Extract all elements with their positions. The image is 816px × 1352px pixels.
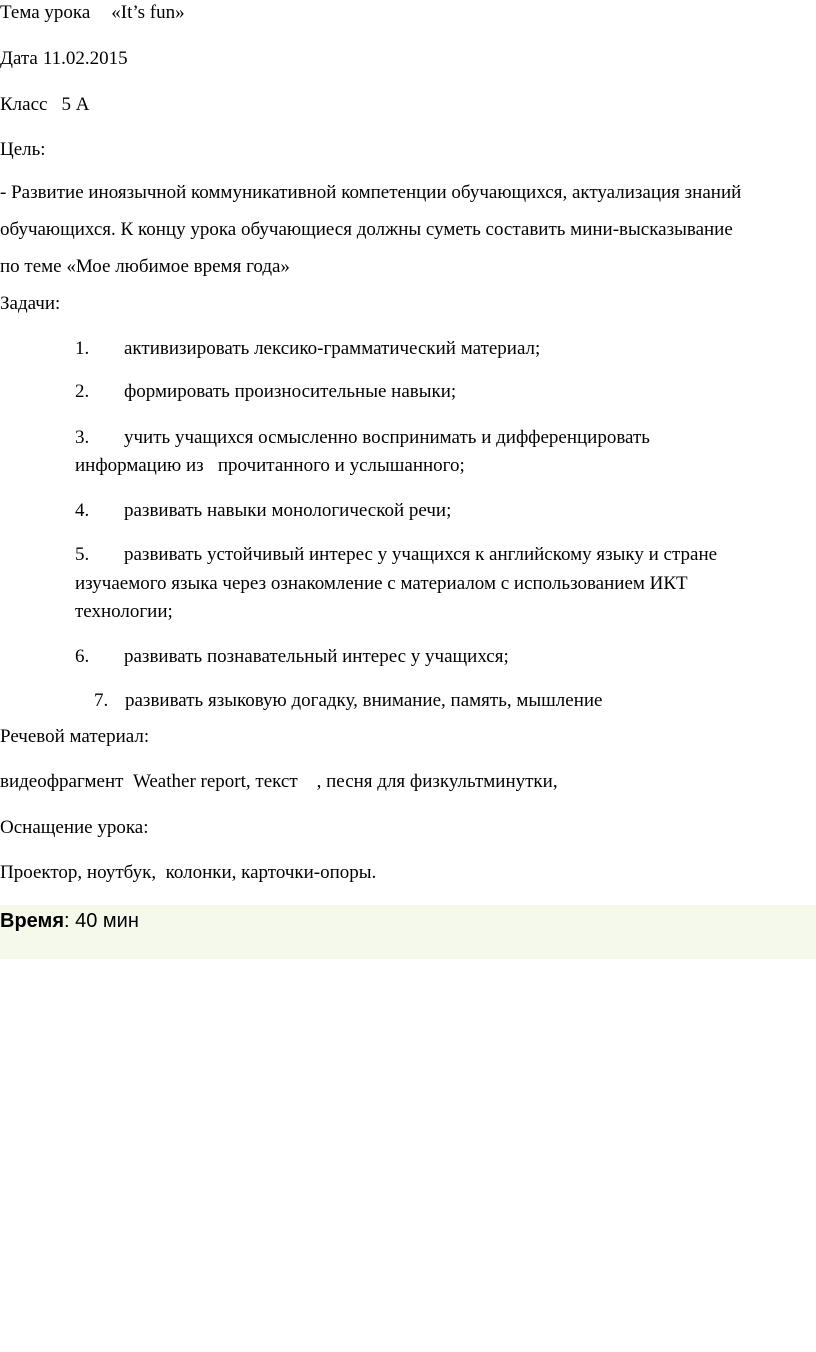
date-value: 11.02.2015	[42, 48, 128, 69]
topic-label: Тема урока	[0, 2, 91, 23]
date-line	[0, 47, 128, 71]
date-label: Дата	[0, 48, 38, 69]
task-text: развивать познавательный интерес у учащихся;	[124, 646, 509, 667]
time-line	[0, 908, 139, 934]
task-number: 2.	[75, 381, 90, 402]
task-number: 4.	[75, 500, 90, 521]
task-item-5-cont-2: технологии;	[75, 601, 173, 622]
class-line	[0, 93, 89, 117]
task-number: 1.	[75, 338, 90, 359]
task-item-5	[75, 543, 717, 567]
task-number: 7.	[94, 690, 109, 711]
task-item-2	[75, 380, 456, 404]
topic-line	[0, 1, 185, 25]
task-number: 5.	[75, 544, 90, 565]
tasks-heading: Задачи:	[0, 293, 61, 314]
task-text: формировать произносительные навыки;	[124, 381, 457, 402]
goal-line-3: по теме «Мое любимое время года»	[0, 256, 290, 277]
task-item-1	[75, 337, 540, 361]
equipment-heading: Оснащение урока:	[0, 817, 149, 838]
task-item-6	[75, 645, 509, 669]
class-label: Класс	[0, 94, 48, 115]
task-number: 6.	[75, 646, 90, 667]
goal-heading: Цель:	[0, 139, 46, 160]
task-text: развивать языковую догадку, внимание, память, мышление	[125, 690, 603, 711]
task-text: развивать навыки монологической речи;	[124, 500, 452, 521]
task-text: развивать устойчивый интерес у учащихся к английскому языку и стране	[124, 544, 718, 565]
task-item-7	[94, 689, 602, 713]
goal-line-1: - Развитие иноязычной коммуникативной компетенции обучающихся, актуализация знаний	[0, 182, 742, 203]
topic-value: «It’s fun»	[111, 2, 185, 23]
task-number: 3.	[75, 427, 90, 448]
task-text: учить учащихся осмысленно воспринимать и дифференцировать	[124, 427, 650, 448]
speech-material-heading: Речевой материал:	[0, 726, 150, 747]
task-item-5-cont-1: изучаемого языка через ознакомление с материалом с использованием ИКТ	[75, 573, 688, 594]
task-item-3-cont: информацию из прочитанного и услышанного;	[75, 455, 465, 476]
time-value: : 40 мин	[63, 910, 139, 932]
goal-line-2: обучающихся. К концу урока обучающиеся должны суметь составить мини-высказывание	[0, 219, 733, 240]
time-label: Время	[0, 910, 64, 932]
equipment-text: Проектор, ноутбук, колонки, карточки-опоры.	[0, 862, 377, 883]
task-item-3	[75, 426, 650, 450]
task-text: активизировать лексико-грамматический материал;	[124, 338, 541, 359]
speech-material-text: видеофрагмент Weather report, текст , песня для физкультминутки,	[0, 771, 558, 792]
class-value: 5 А	[61, 94, 90, 115]
task-item-4	[75, 499, 451, 523]
